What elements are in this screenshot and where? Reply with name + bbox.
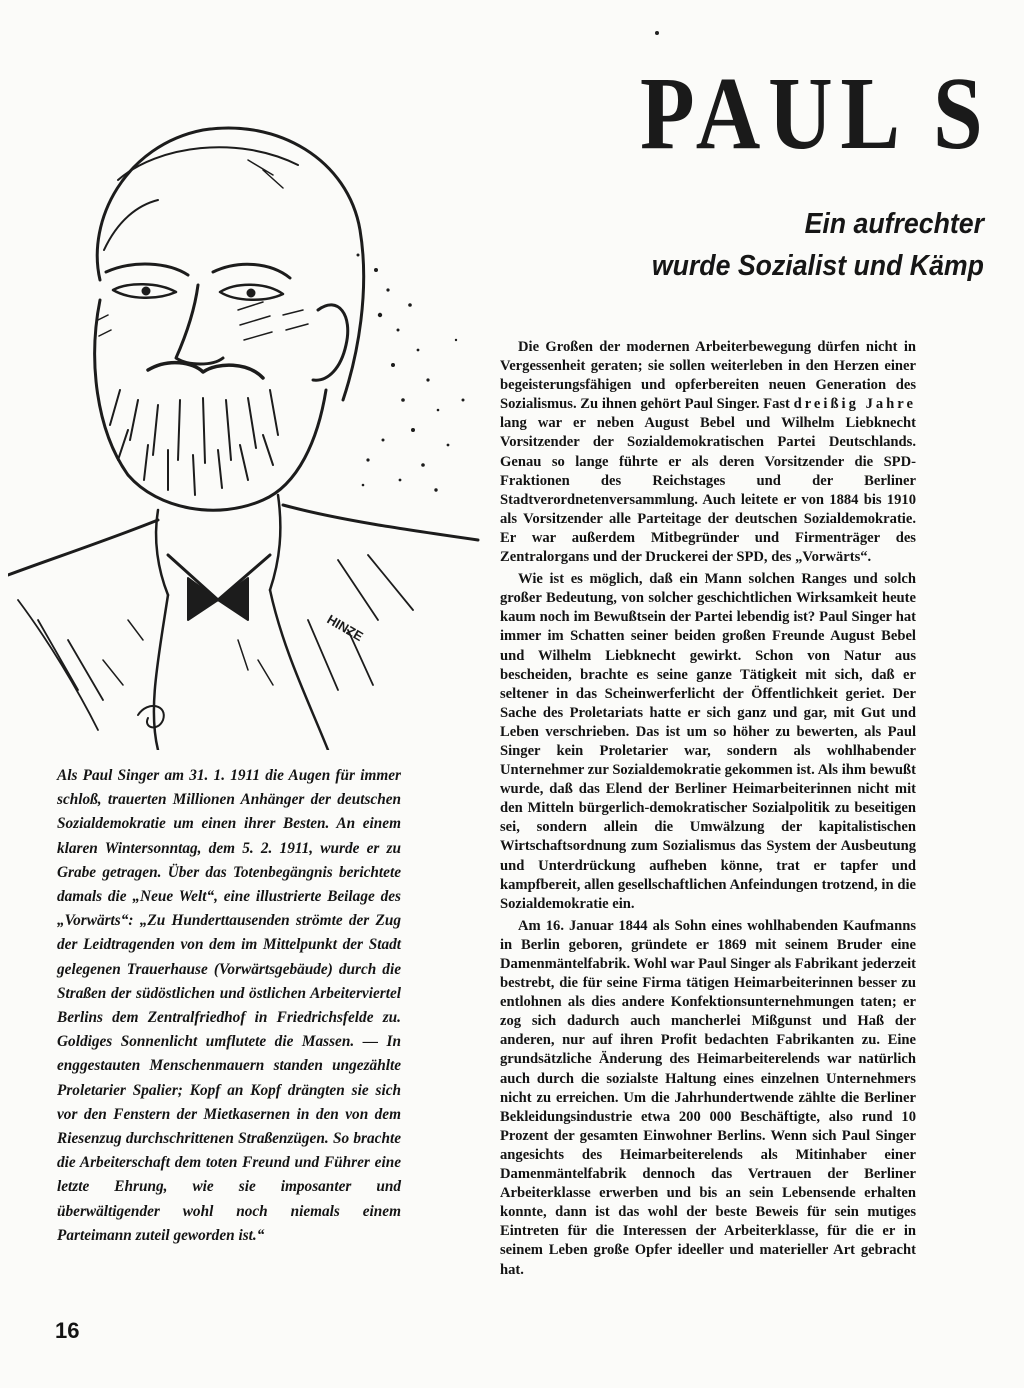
article-paragraph-2: Wie ist es möglich, daß ein Mann solchen Ranges und solch großer Bedeutung, von solcher geschichtlichen Wirksamkeit heute kaum noch im Bewußtsein der Partei lebendig ist? Paul Singer hat immer im Schatten seiner beiden großen Freunde August Bebel und Wilhelm Liebknecht gewirkt. Schon von Natur aus bescheiden, brachte es seine ganze Tätigkeit mit sich, daß er seltener in das Scheinwerferlicht der Öffentlichkeit geriet. Der Sache des Proletariats hatte er sich ganz und gar, mit Gut und Leben verschrieben. Das ist um so höher zu bewerten, als Paul Singer kein Proletarier war, sondern als wohlhabender Unternehmer zur Sozialdemokratie gekommen ist. Als ihm bewußt wurde, daß das Elend der Berliner Heimarbeiterinnen nicht mit den Mitteln bürgerlich-demokratischer Sozialpolitik zu beseitigen sei, sondern allein die Umwälzung der kapitalistischen Wirtschaftsordnung zum Sozialismus das System der Ausbeutung und Unterdrückung aufheben könne, trat er tapfer und kampfbereit, allen gesellschaftlichen Anfeindungen trotzend, in die Sozialdemokratie ein. xyxy=(500,571,916,912)
ink-speck xyxy=(654,30,660,36)
article-paragraph-3: Am 16. Januar 1844 als Sohn eines wohlhabenden Kaufmanns in Berlin geboren, gründete er 1869 mit seinem Bruder eine Damenmäntelfabrik. Wohl war Paul Singer als Fabrikant jederzeit bestrebt, die für seine Firma tätigen Heimarbeiterinnen besser zu entlohnen als dies andere Konfektionsunternehmungen taten; er zog sich dadurch auch mancherlei Mißgunst und Haß der anderen, nur auf ihren Profit bedachten Fabrikanten zu. Eine grundsätzliche Änderung des Heimarbeiterelends war natürlich auch durch die sozialste Haltung eines einzelnen Unternehmers nicht zu erreichen. Um die Jahrhundertwende zählte die Berliner Bekleidungsindustrie etwa 200 000 Beschäftigte, also rund 10 Prozent der gesamten Einwohner Berlins. Wenn sich Paul Singer angesichts des Heimarbeiterelends als Mitinhaber einer Damenmäntelfabrik dennoch das Vertrauen der Berliner Arbeiterklasse erwerben und bis an sein Lebensende erhalten konnte, dann ist das wohl der beste Beweis für sein mutiges Eintreten für die Interessen der Arbeiterklasse, für die er in seinem Leben große Opfer ideeller und materieller Art gebracht hat. xyxy=(500,917,916,1278)
article-paragraph-1 xyxy=(500,338,916,567)
caption-text: Als Paul Singer am 31. 1. 1911 die Augen für immer schloß, trauerten Millionen Anhänger der deutschen Sozialdemokratie um einen ihrer Besten. An einem klaren Wintersonntag, dem 5. 2. 1911, wurde er zu Grabe getragen. Über das Totenbegängnis berichtete damals die „Neue Welt“, eine illustrierte Beilage des „Vorwärts“: „Zu Hunderttausenden strömte der Zug der Leidtragenden von dem im Mittelpunkt der Stadt gelegenen Trauerhause (Vorwärtsgebäude) durch die Straßen der südöstlichen und östlichen Arbeiterviertel Berlins dem Zentralfriedhof in Friedrichsfelde zu. Goldiges Sonnenlicht umflutete die Massen. — In enggestauten Menschenmauern standen ungezählte Proletarier Spalier; Kopf an Kopf drängten sie sich vor den Fenstern der Mietkasernen in den von dem Riesenzug durchschrittenen Straßenzügen. So brachte die Arbeiterschaft dem toten Freund und Führer eine letzte Ehrung, wie sie imposanter und überwältigender wohl noch niemals einem Parteimann zuteil geworden ist.“ xyxy=(57,767,401,1244)
article-subtitle-line-1: Ein aufrechter xyxy=(804,208,984,240)
page-number: 16 xyxy=(55,1318,80,1343)
portrait-caption xyxy=(57,764,401,1248)
article-body xyxy=(500,338,916,1283)
paragraph-1-part-b: lang war er neben August Bebel und Wilhelm Liebknecht Vorsitzender der Sozialdemokratischen Partei Deutschlands. Genau so lange führte er als deren Vorsitzender die SPD-Fraktionen des Reichstages und der Berliner Stadtverordnetenversammlung. Auch leitete er von 1884 bis 1910 als Vorsitzender alle Parteitage der deutschen Sozialdemokratie. Er war außerdem Mitbegründer und Firmenträger des Zentralorgans und der Druckerei der SPD, des „Vorwärts“. xyxy=(500,415,916,566)
article-subtitle-line-2: wurde Sozialist und Kämp xyxy=(651,250,984,282)
artist-signature: HINZE xyxy=(324,611,366,645)
paragraph-1-emphasis: dreißig Jahre xyxy=(793,396,916,413)
paragraph-1-part-a: Die Großen der modernen Arbeiterbewegung dürfen nicht in Vergessenheit geraten; sie sollen weiterleben in den Herzen einer begeisterungsfähigen und opferbereiten neuen Generation des Sozialismus. Zu ihnen gehört Paul Singer. Fast xyxy=(500,339,916,413)
portrait-illustration xyxy=(8,100,483,750)
article-title: PAUL S xyxy=(640,56,991,171)
